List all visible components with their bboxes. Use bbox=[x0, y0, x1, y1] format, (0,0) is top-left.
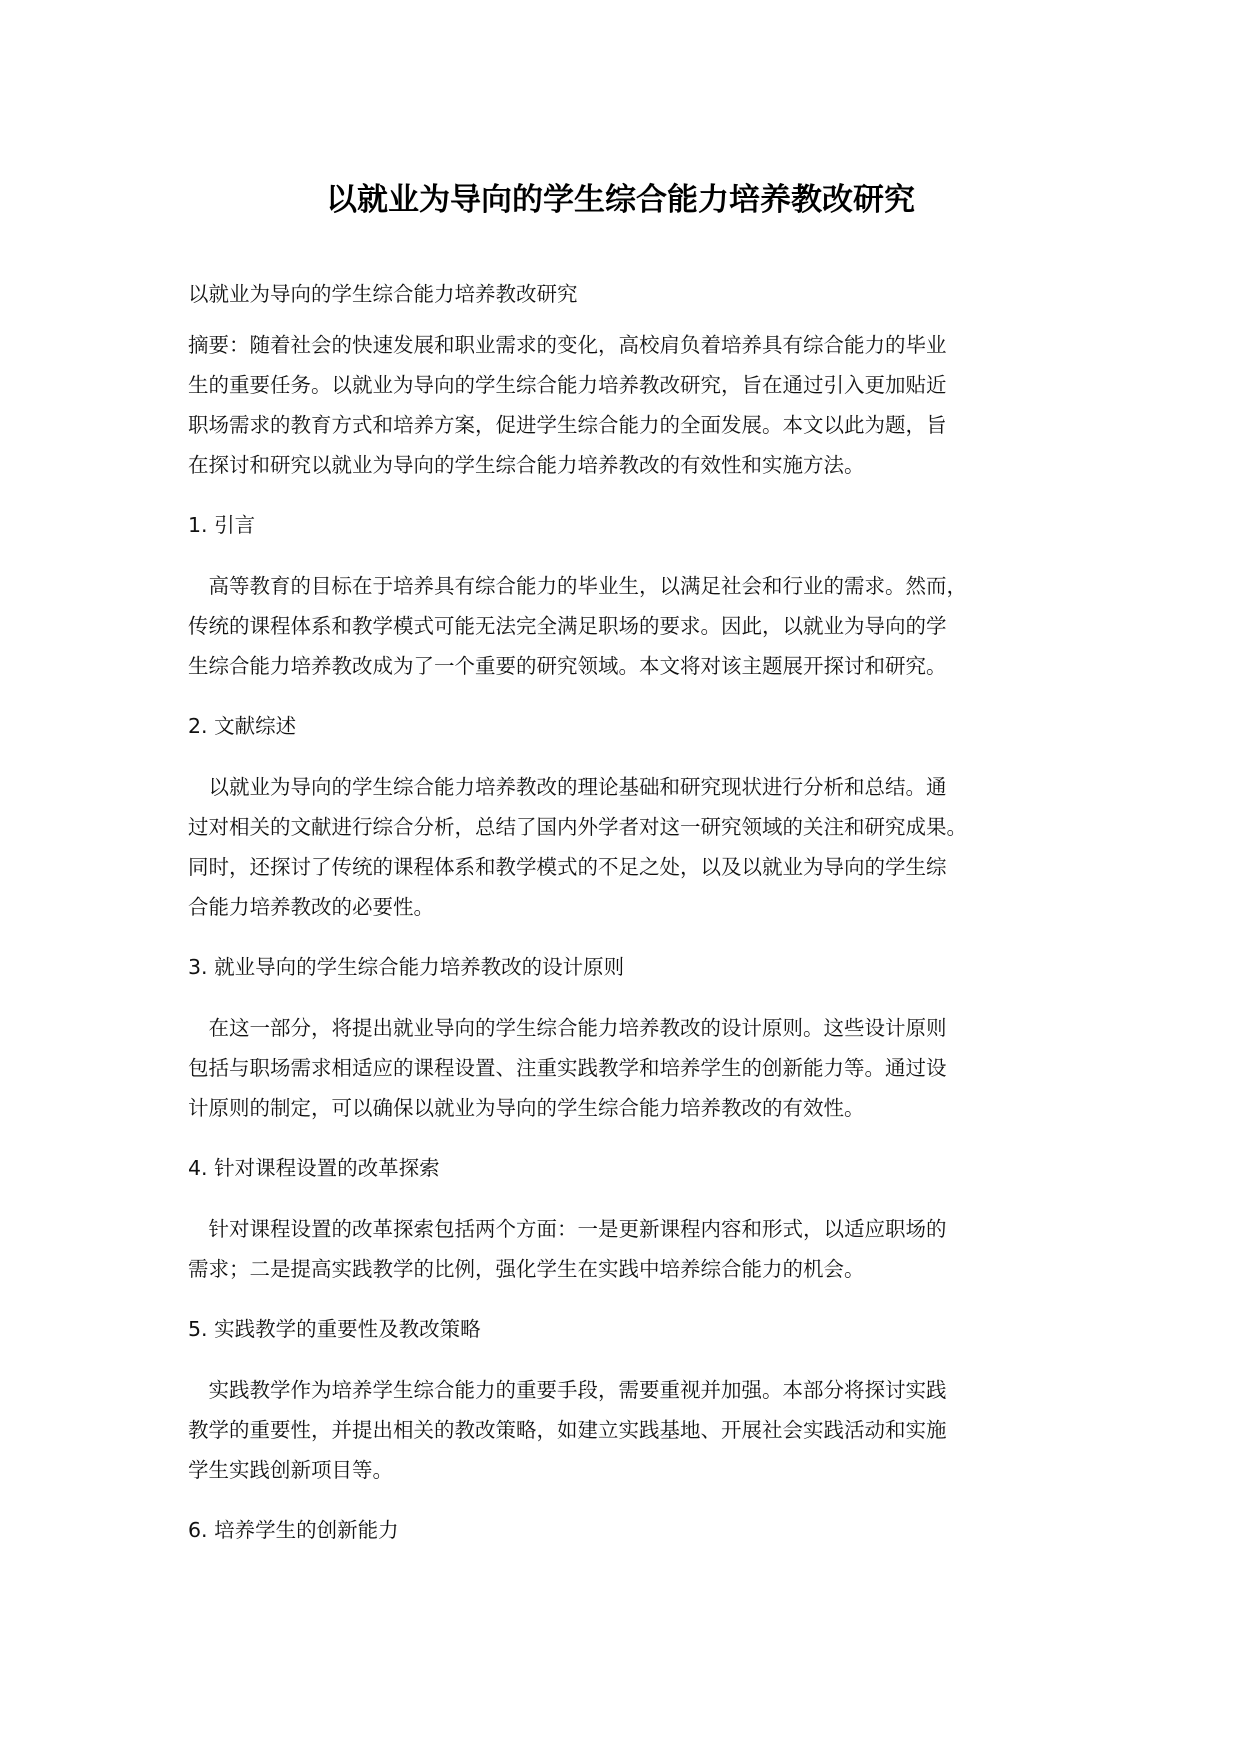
abstract-line: 在探讨和研究以就业为导向的学生综合能力培养教改的有效性和实施方法。 bbox=[188, 453, 865, 477]
abstract-line: 生的重要任务。以就业为导向的学生综合能力培养教改研究，旨在通过引入更加贴近 bbox=[188, 373, 947, 397]
paragraph-line: 学生实践创新项目等。 bbox=[188, 1458, 393, 1482]
paragraph-line: 包括与职场需求相适应的课程设置、注重实践教学和培养学生的创新能力等。通过设 bbox=[188, 1056, 947, 1080]
paragraph-line: 合能力培养教改的必要性。 bbox=[188, 895, 434, 919]
paragraph-line: 生综合能力培养教改成为了一个重要的研究领域。本文将对该主题展开探讨和研究。 bbox=[188, 654, 947, 678]
paragraph-line: 计原则的制定，可以确保以就业为导向的学生综合能力培养教改的有效性。 bbox=[188, 1096, 865, 1120]
paragraph-line: 需求；二是提高实践教学的比例，强化学生在实践中培养综合能力的机会。 bbox=[188, 1257, 865, 1281]
paragraph-line: 传统的课程体系和教学模式可能无法完全满足职场的要求。因此，以就业为导向的学 bbox=[188, 614, 947, 638]
section-paragraph-2 bbox=[188, 767, 1056, 927]
section-heading-3: 3. 就业导向的学生综合能力培养教改的设计原则 bbox=[188, 955, 625, 979]
paragraph-line: 同时，还探讨了传统的课程体系和教学模式的不足之处，以及以就业为导向的学生综 bbox=[188, 855, 947, 879]
section-heading-2: 2. 文献综述 bbox=[188, 714, 297, 738]
section-heading-1: 1. 引言 bbox=[188, 513, 256, 537]
paragraph-line: 针对课程设置的改革探索包括两个方面：一是更新课程内容和形式，以适应职场的 bbox=[188, 1217, 947, 1241]
abstract-line: 职场需求的教育方式和培养方案，促进学生综合能力的全面发展。本文以此为题，旨 bbox=[188, 413, 947, 437]
section-heading-6: 6. 培养学生的创新能力 bbox=[188, 1518, 399, 1542]
paragraph-line: 以就业为导向的学生综合能力培养教改的理论基础和研究现状进行分析和总结。通 bbox=[188, 775, 947, 799]
section-paragraph-3 bbox=[188, 1008, 1056, 1128]
paragraph-line: 教学的重要性，并提出相关的教改策略，如建立实践基地、开展社会实践活动和实施 bbox=[188, 1418, 947, 1442]
paragraph-line: 在这一部分，将提出就业导向的学生综合能力培养教改的设计原则。这些设计原则 bbox=[188, 1016, 947, 1040]
section-heading-4: 4. 针对课程设置的改革探索 bbox=[188, 1156, 440, 1180]
section-paragraph-4 bbox=[188, 1209, 1056, 1289]
paragraph-line: 高等教育的目标在于培养具有综合能力的毕业生，以满足社会和行业的需求。然而， bbox=[188, 574, 967, 598]
paragraph-line: 实践教学作为培养学生综合能力的重要手段，需要重视并加强。本部分将探讨实践 bbox=[188, 1378, 947, 1402]
paragraph-line: 过对相关的文献进行综合分析，总结了国内外学者对这一研究领域的关注和研究成果。 bbox=[188, 815, 967, 839]
abstract-line: 摘要：随着社会的快速发展和职业需求的变化，高校肩负着培养具有综合能力的毕业 bbox=[188, 333, 947, 357]
document-title: 以就业为导向的学生综合能力培养教改研究 bbox=[326, 182, 915, 218]
document-body bbox=[188, 280, 1056, 1571]
section-paragraph-5 bbox=[188, 1370, 1056, 1490]
section-heading-5: 5. 实践教学的重要性及教改策略 bbox=[188, 1317, 481, 1341]
abstract-paragraph bbox=[188, 325, 1056, 485]
document-subtitle: 以就业为导向的学生综合能力培养教改研究 bbox=[188, 282, 578, 306]
section-paragraph-1 bbox=[188, 566, 1056, 686]
